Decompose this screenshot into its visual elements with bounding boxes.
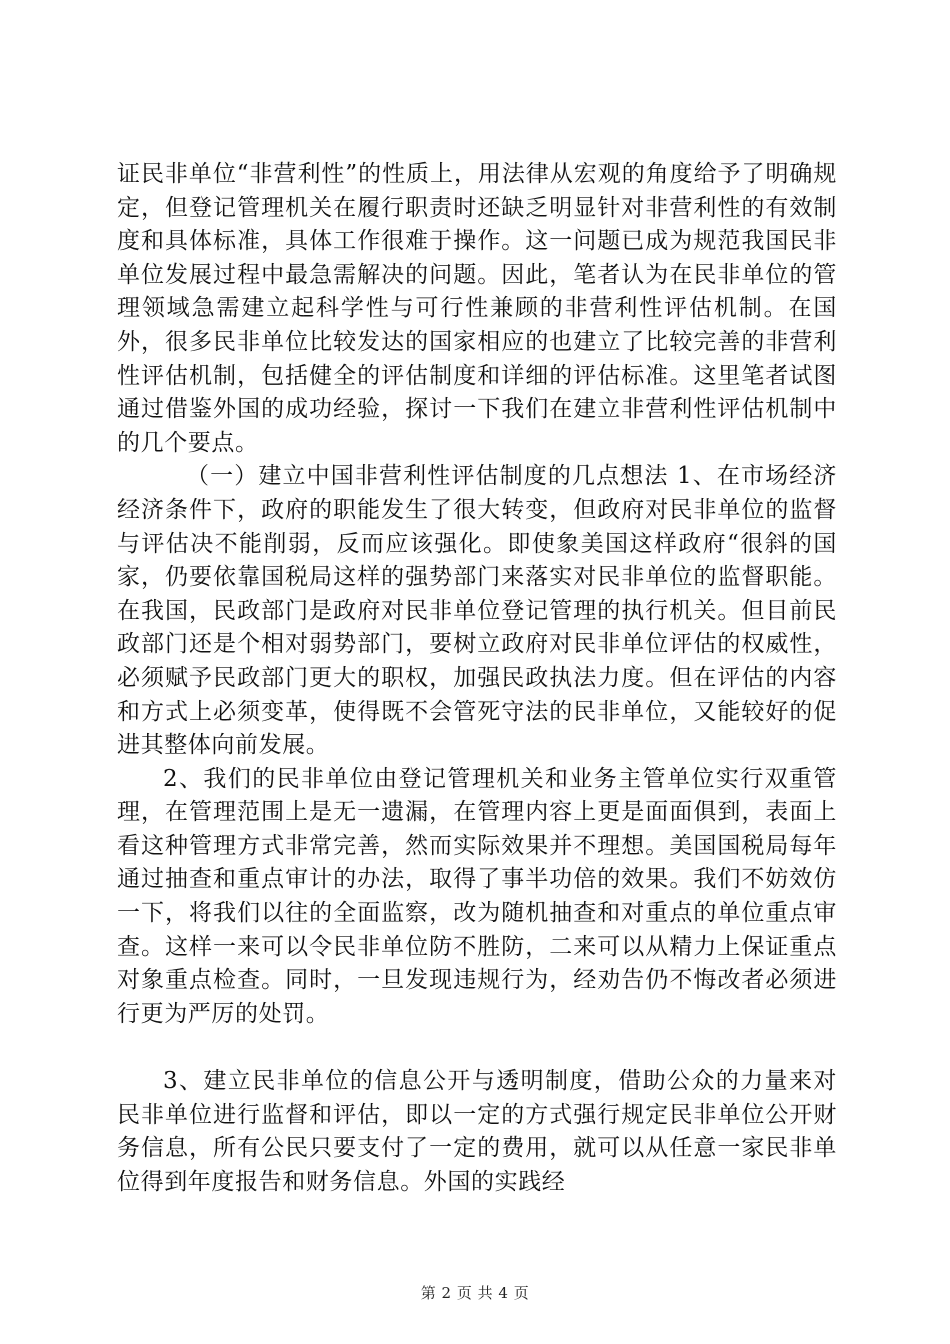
paragraph-point-two: 2、我们的民非单位由登记管理机关和业务主管单位实行双重管理，在管理范围上是无一遗漏，在管理内容上更是面面俱到，表面上看这种管理方式非常完善，然而实际效果并不理想。美国国税局每年通过抽查和重点审计的办法，取得了事半功倍的效果。我们不妨效仿一下，将我们以往的全面监察，改为随机抽查和对重点的单位重点审查。这样一来可以令民非单位防不胜防，二来可以从精力上保证重点对象重点检查。同时，一旦发现违规行为，经劝告仍不悔改者必须进行更为严厉的处罚。 xyxy=(117,765,837,1027)
document-body xyxy=(117,158,837,1199)
paragraph-point-three: 3、建立民非单位的信息公开与透明制度，借助公众的力量来对民非单位进行监督和评估，即以一定的方式强行规定民非单位公开财务信息，所有公民只要支付了一定的费用，就可以从任意一家民非单位得到年度报告和财务信息。外国的实践经 xyxy=(117,1068,837,1195)
paragraph-section-one: （一）建立中国非营利性评估制度的几点想法 1、在市场经济经济条件下，政府的职能发生了很大转变，但政府对民非单位的监督与评估决不能削弱，反而应该强化。即使象美国这样政府“很斜的国家，仍要依靠国税局这样的强势部门来落实对民非单位的监督职能。在我国，民政部门是政府对民非单位登记管理的执行机关。但目前民政部门还是个相对弱势部门，要树立政府对民非单位评估的权威性，必须赋予民政部门更大的职权，加强民政执法力度。但在评估的内容和方式上必须变革，使得既不会管死守法的民非单位，又能较好的促进其整体向前发展。 xyxy=(117,463,837,759)
page-number-footer: 第 2 页 共 4 页 xyxy=(420,1284,530,1302)
paragraph-gap xyxy=(117,1031,837,1065)
paragraph-continuation: 证民非单位“非营利性”的性质上，用法律从宏观的角度给予了明确规定，但登记管理机关在履行职责时还缺乏明显针对非营利性的有效制度和具体标准，具体工作很难于操作。这一问题已成为规范我国民非单位发展过程中最急需解决的问题。因此，笔者认为在民非单位的管理领域急需建立起科学性与可行性兼顾的非营利性评估机制。在国外，很多民非单位比较发达的国家相应的也建立了比较完善的非营利性评估机制，包括健全的评估制度和详细的评估标准。这里笔者试图通过借鉴外国的成功经验，探讨一下我们在建立非营利性评估机制中的几个要点。 xyxy=(117,161,837,456)
